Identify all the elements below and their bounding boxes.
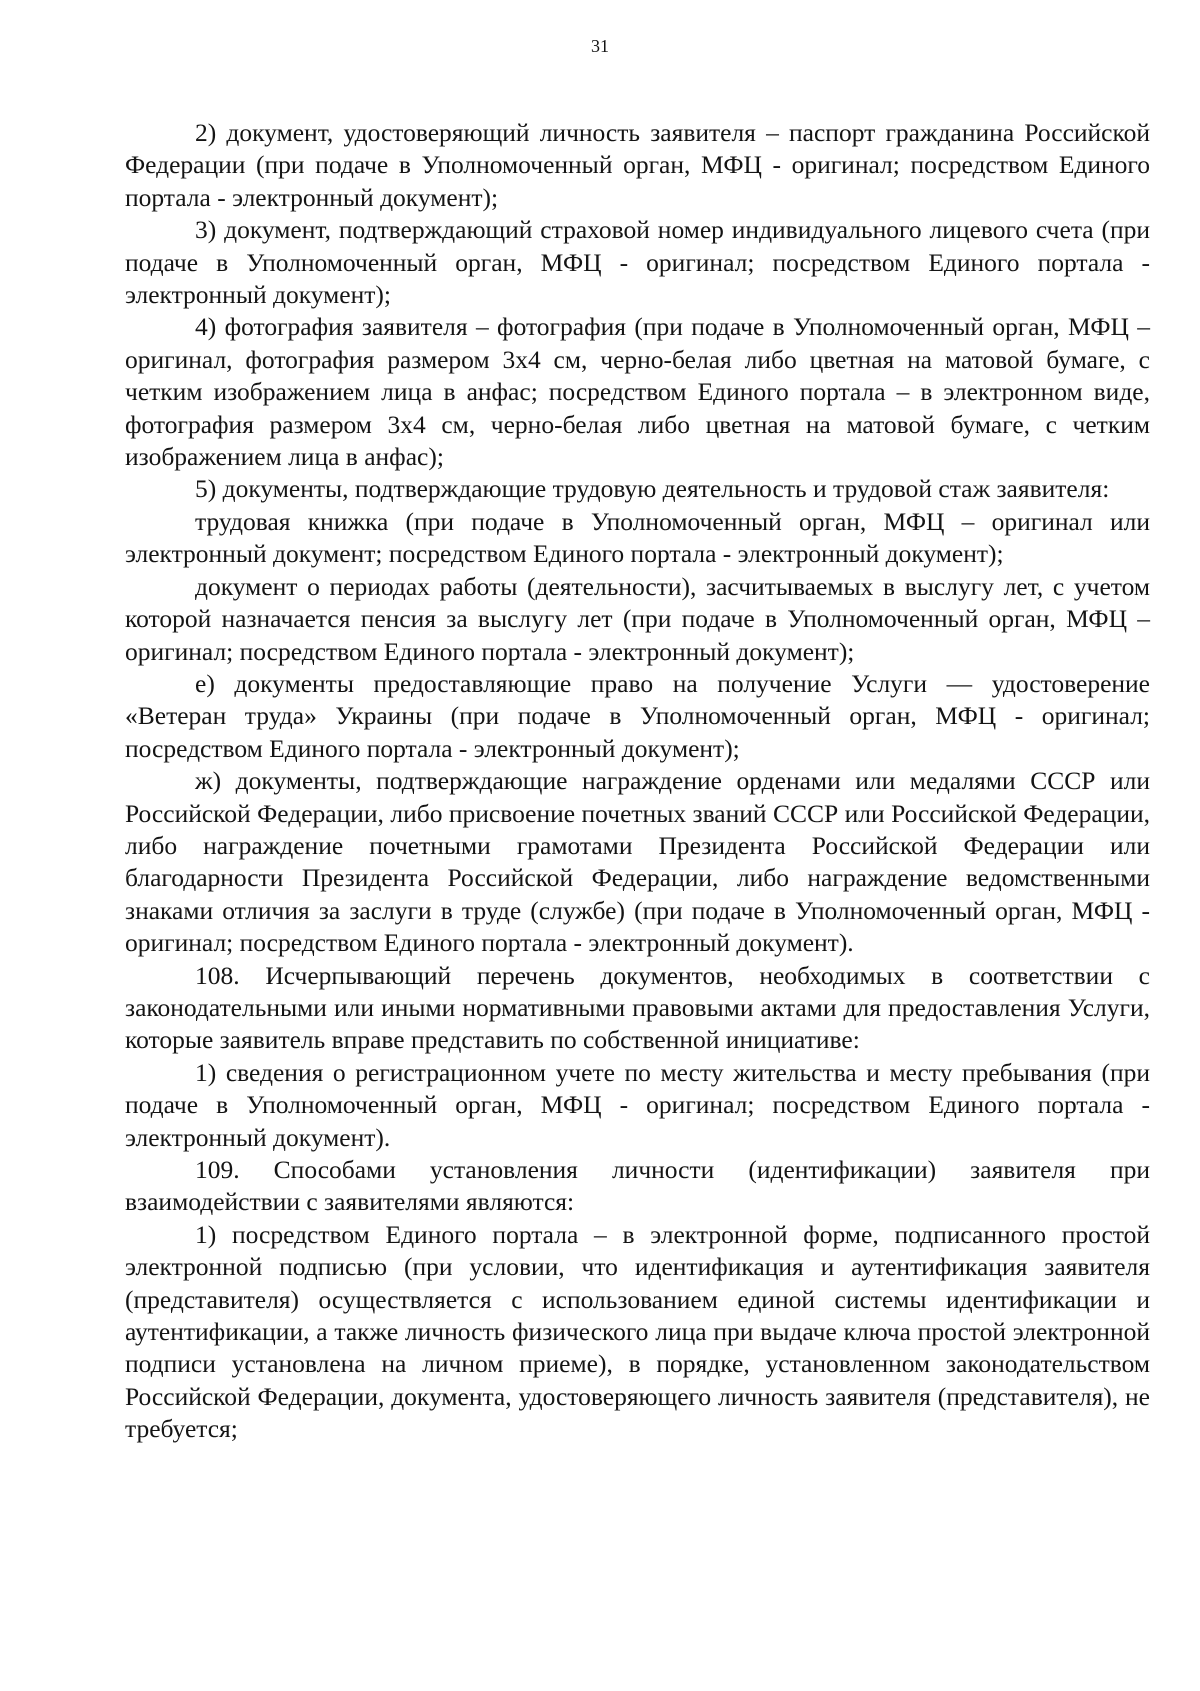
paragraph-item-5-work-documents: 5) документы, подтверждающие трудовую деятельность и трудовой стаж заявителя: [195,474,1110,504]
page-number: 31 [591,36,609,56]
paragraph-item-4-photo: 4) фотография заявителя – фотография (при подаче в Уполномоченный орган, МФЦ – оригинал, фотография размером 3х4 см, черно-белая либо цветная на матовой бумаге, с четким изображением лица в анфас; посредством Единого портала – в электронном виде, фотография размером 3х4 см, черно-белая либо цветная на матовой бумаге, с четким изображением лица в анфас); [125,312,1150,472]
paragraph-work-periods: документ о периодах работы (деятельности), засчитываемых в выслугу лет, с учетом которой назначается пенсия за выслугу лет (при подаче в Уполномоченный орган, МФЦ – оригинал; посредством Единого портала - электронный документ); [125,571,1150,666]
paragraph-item-3-snils: 3) документ, подтверждающий страховой номер индивидуального лицевого счета (при подаче в Уполномоченный орган, МФЦ - оригинал; посредством Единого портала - электронный документ); [125,215,1150,310]
paragraph-item-2-passport: 2) документ, удостоверяющий личность заявителя – паспорт гражданина Российской Федерации (при подаче в Уполномоченный орган, МФЦ - оригинал; посредством Единого портала - электронный документ); [125,118,1150,212]
paragraph-109-item-1-portal: 1) посредством Единого портала – в электронной форме, подписанного простой электронной подписью (при условии, что идентификация и аутентификация заявителя (представителя) осуществляется с использованием единой системы идентификации и аутентификации, а также личность физического лица при выдаче ключа простой электронной подписи установлена на личном приеме), в порядке, установленном законодательством Российской Федерации, документа, удостоверяющего личность заявителя (представителя), не требуется; [125,1219,1150,1444]
paragraph-109-identification: 109. Способами установления личности (идентификации) заявителя при взаимодействии с заявителями являются: [125,1155,1150,1217]
paragraph-item-e-veteran: е) документы предоставляющие право на получение Услуги — удостоверение «Ветеран труда» Украины (при подаче в Уполномоченный орган, МФЦ - оригинал; посредством Единого портала - электронный документ); [125,668,1150,763]
document-body [125,117,1150,1446]
paragraph-work-book: трудовая книжка (при подаче в Уполномоченный орган, МФЦ – оригинал или электронный документ; посредством Единого портала - электронный документ); [125,506,1150,569]
paragraph-item-zh-awards: ж) документы, подтверждающие награждение орденами или медалями СССР или Российской Федерации, либо присвоение почетных званий СССР или Российской Федерации, либо награждение почетными грамотами Президента Российской Федерации или благодарности Президента Российской Федерации, либо награждение ведомственными знаками отличия за заслуги в труде (службе) (при подаче в Уполномоченный орган, МФЦ - оригинал; посредством Единого портала - электронный документ). [125,766,1150,958]
paragraph-108-documents-list: 108. Исчерпывающий перечень документов, необходимых в соответствии с законодательными или иными нормативными правовыми актами для предоставления Услуги, которые заявитель вправе представить по собственной инициативе: [125,960,1150,1055]
paragraph-108-item-1-registration: 1) сведения о регистрационном учете по месту жительства и месту пребывания (при подаче в Уполномоченный орган, МФЦ - оригинал; посредством Единого портала - электронный документ). [125,1057,1150,1152]
